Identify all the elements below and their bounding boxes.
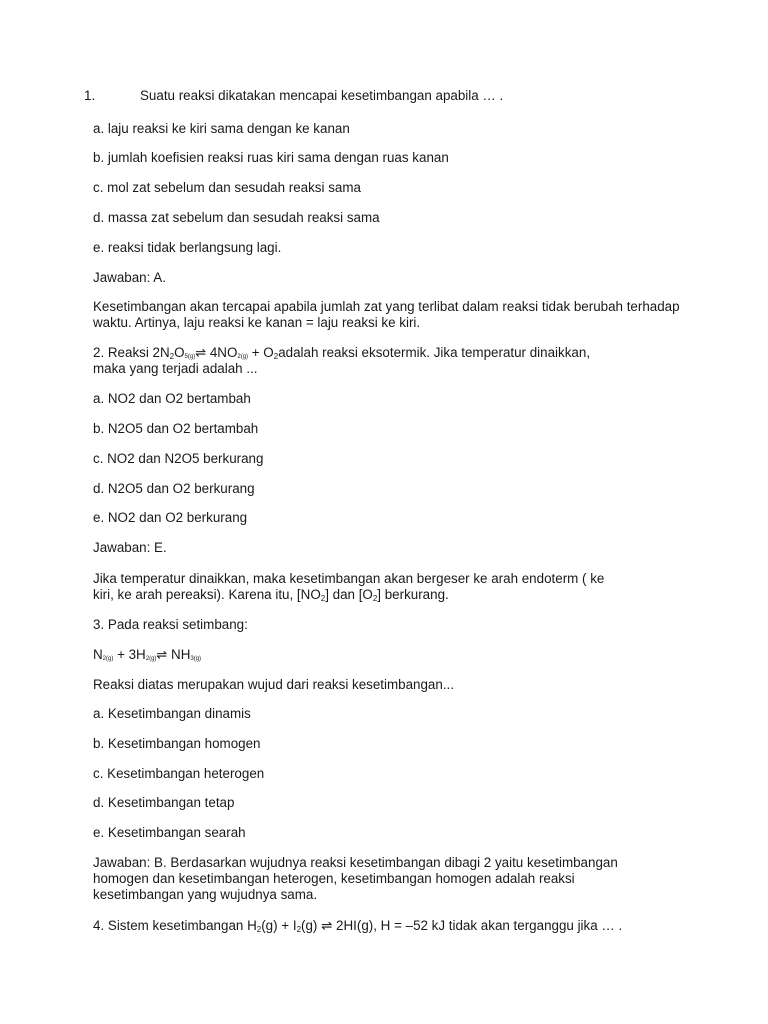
q2-answer: Jawaban: E. bbox=[93, 540, 167, 555]
q2-option-d: d. N2O5 dan O2 berkurang bbox=[93, 481, 255, 496]
q2-option-b: b. N2O5 dan O2 bertambah bbox=[93, 421, 259, 436]
q3-answer: Jawaban: B. Berdasarkan wujudnya reaksi kesetimbangan dibagi 2 yaitu kesetimbangan homogen dan kesetimbangan heterogen, kesetimbangan homogen adalah reaksi kesetimbangan yang wujudnya sama. bbox=[93, 855, 618, 902]
q2-option-e: e. NO2 dan O2 berkurang bbox=[93, 510, 248, 525]
question-1-number: 1. bbox=[84, 88, 96, 103]
q3-option-b: b. Kesetimbangan homogen bbox=[93, 736, 261, 751]
q3-option-d: d. Kesetimbangan tetap bbox=[93, 795, 235, 810]
q3-option-a: a. Kesetimbangan dinamis bbox=[93, 706, 251, 721]
q3-option-c: c. Kesetimbangan heterogen bbox=[93, 766, 265, 781]
q1-option-b: b. jumlah koefisien reaksi ruas kiri sama dengan ruas kanan bbox=[93, 150, 449, 165]
q2-option-c: c. NO2 dan N2O5 berkurang bbox=[93, 451, 264, 466]
question-4-text: 4. Sistem kesetimbangan $H_2(g) + I_2(g)$ ⇌ 2HI(g), H = –52 kJ tidak akan terganggu jika … . bbox=[93, 918, 623, 934]
question-1-text: Suatu reaksi dikatakan mencapai kesetimbangan apabila … . bbox=[140, 88, 504, 103]
q3-equation: $N_{2(g)}$ + $3H_{2(g)}\rightleftharpoons$ $NH_{3(g)}$ bbox=[93, 647, 202, 662]
q1-option-a: a. laju reaksi ke kiri sama dengan ke kanan bbox=[93, 121, 350, 136]
question-2-text: 2. Reaksi $2N_2O_{5(g)}\rightleftharpoons$ $4NO_{2(g)}$ + $O_2adalah$ reaksi eksotermik. Jika temperatur dinaikkan, bbox=[93, 345, 591, 361]
q1-option-e: e. reaksi tidak berlangsung lagi. bbox=[93, 240, 282, 255]
q2-option-a: a. NO2 dan O2 bertambah bbox=[93, 391, 251, 406]
q1-answer: Jawaban: A. bbox=[93, 270, 166, 285]
q1-option-d: d. massa zat sebelum dan sesudah reaksi sama bbox=[93, 210, 380, 225]
q3-option-e: e. Kesetimbangan searah bbox=[93, 825, 246, 840]
q1-option-c: c. mol zat sebelum dan sesudah reaksi sama bbox=[93, 180, 361, 195]
question-2-text-line2: maka yang terjadi adalah ... bbox=[93, 361, 258, 376]
q2-explanation-line1: Jika temperatur dinaikkan, maka kesetimbangan akan bergeser ke arah endoterm ( ke bbox=[93, 571, 605, 586]
q1-explanation: Kesetimbangan akan tercapai apabila jumlah zat yang terlibat dalam reaksi tidak berubah terhadap waktu. Artinya, laju reaksi ke kanan = laju reaksi ke kiri. bbox=[93, 299, 680, 330]
q2-explanation-line2: kiri, ke arah pereaksi). Karena itu, $[NO_2]$ dan $[O_2]$ berkurang. bbox=[93, 587, 449, 603]
question-3-text: 3. Pada reaksi setimbang: bbox=[93, 617, 248, 632]
q3-prompt: Reaksi diatas merupakan wujud dari reaksi kesetimbangan... bbox=[93, 677, 454, 692]
